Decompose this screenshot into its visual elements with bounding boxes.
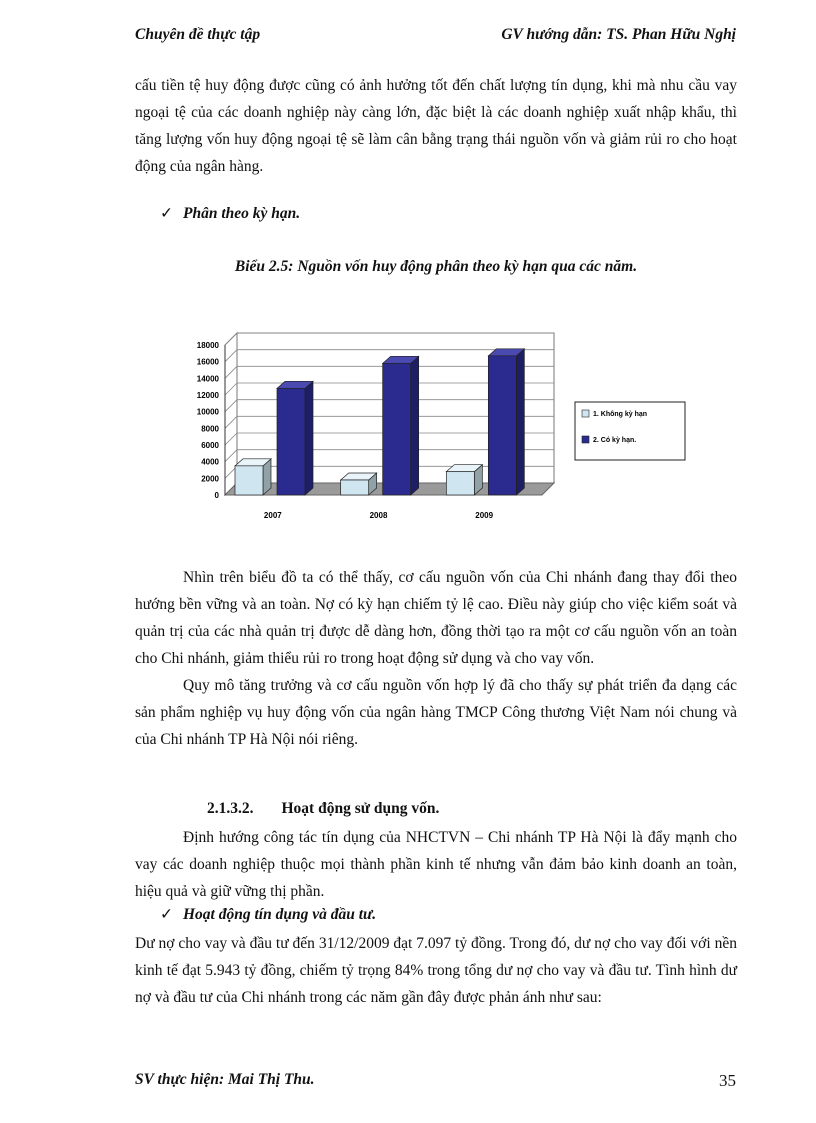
chart-legend-label: 2. Có kỳ hạn.	[593, 437, 637, 444]
analysis-block	[135, 564, 737, 753]
chart-ytick-label: 8000	[201, 424, 219, 434]
intro-block	[135, 72, 737, 180]
chart-legend-swatch	[582, 436, 589, 443]
heading-credit-text: Hoạt động tín dụng và đầu tư.	[183, 906, 377, 923]
chart-ytick-label: 18000	[196, 341, 219, 350]
section-block	[135, 824, 737, 905]
analysis-paragraph-1: Nhìn trên biểu đồ ta có thể thấy, cơ cấu nguồn vốn của Chi nhánh đang thay đổi theo hướng bền vững và an toàn. Nợ có kỳ hạn chiếm tỷ lệ cao. Điều này giúp cho việc kiểm soát và quản trị của các nhà quản trị được dễ dàng hơn, đồng thời tạo ra một cơ cấu nguồn vốn an toàn cho Chi nhánh, giảm thiểu rủi ro trong hoạt động sử dụng và cho vay vốn.	[135, 569, 737, 667]
chart-legend-label: 1. Không kỳ hạn	[593, 411, 648, 418]
header-left: Chuyên đề thực tập	[135, 26, 261, 43]
footer-left: SV thực hiện: Mai Thị Thu.	[135, 1071, 315, 1088]
chart-bar	[488, 356, 516, 495]
chart-bar	[277, 388, 305, 495]
section-paragraph: Định hướng công tác tín dụng của NHCTVN – Chi nhánh TP Hà Nội là đẩy mạnh cho vay các doanh nghiệp thuộc mọi thành phần kinh tế nhưng vẫn đảm bảo kinh doanh an toàn, hiệu quả và giữ vững thị phần.	[135, 829, 737, 900]
heading-credit	[160, 905, 376, 924]
credit-paragraph: Dư nợ cho vay và đầu tư đến 31/12/2009 đạt 7.097 tỷ đồng. Trong đó, dư nợ cho vay đối với nền kinh tế đạt 5.943 tỷ đồng, chiếm tỷ trọng 84% trong tổng dư nợ cho vay và đầu tư. Tình hình dư nợ và đầu tư của Chi nhánh trong các năm gần đây được phản ánh như sau:	[135, 935, 737, 1006]
chart-bar	[341, 480, 369, 495]
section-heading	[207, 800, 439, 818]
chart-ytick-label: 4000	[201, 457, 219, 467]
chart-plot	[197, 333, 685, 520]
chart-bar-side	[411, 356, 419, 495]
chart-bar	[383, 363, 411, 495]
chart-legend-swatch	[582, 410, 589, 417]
page-footer	[135, 1071, 736, 1091]
intro-paragraph: cấu tiền tệ huy động được cũng có ảnh hưởng tốt đến chất lượng tín dụng, khi mà nhu cầu vay ngoại tệ của các doanh nghiệp này càng lớn, đặc biệt là các doanh nghiệp xuất nhập khẩu, thì tăng lượng vốn huy động ngoại tệ sẽ làm cân bằng trạng thái nguồn vốn và giảm rủi ro cho hoạt động của ngân hàng.	[135, 77, 737, 175]
chart-bar	[235, 466, 263, 495]
credit-block	[135, 930, 737, 1011]
checkmark-icon: ✓	[160, 205, 173, 222]
chart-svg	[170, 330, 690, 530]
bar-chart	[170, 330, 690, 535]
chart-xtick-label: 2009	[475, 511, 494, 520]
chart-ytick-label: 12000	[196, 391, 219, 400]
chart-ytick-label: 0	[214, 491, 219, 500]
heading-term	[160, 204, 300, 223]
header-right: GV hướng dẫn: TS. Phan Hữu Nghị	[501, 26, 736, 43]
chart-caption: Biểu 2.5: Nguồn vốn huy động phân theo kỳ hạn qua các năm.	[234, 258, 638, 275]
chart-ytick-label: 2000	[201, 474, 219, 484]
chart-xtick-label: 2007	[263, 511, 282, 520]
analysis-paragraph-2: Quy mô tăng trưởng và cơ cấu nguồn vốn hợp lý đã cho thấy sự phát triển đa dạng các sản phẩm nghiệp vụ huy động vốn của ngân hàng TMCP Công thương Việt Nam nói chung và của Chi nhánh TP Hà Nội nói riêng.	[135, 677, 737, 748]
chart-ytick-label: 14000	[196, 374, 219, 384]
chart-ytick-label: 16000	[196, 357, 219, 367]
chart-bar-side	[305, 381, 313, 495]
chart-ytick-label: 10000	[196, 407, 219, 417]
chart-ytick-label: 6000	[201, 441, 219, 450]
page-header	[135, 26, 736, 44]
chart-bar-side	[516, 349, 524, 495]
heading-term-text: Phân theo kỳ hạn.	[183, 205, 301, 222]
chart-xtick-label: 2008	[369, 511, 388, 520]
section-number: 2.1.3.2.	[207, 800, 254, 817]
section-title: Hoạt động sử dụng vốn.	[281, 800, 440, 817]
page-number: 35	[719, 1071, 736, 1090]
checkmark-icon: ✓	[160, 906, 173, 923]
chart-bar	[446, 472, 474, 495]
